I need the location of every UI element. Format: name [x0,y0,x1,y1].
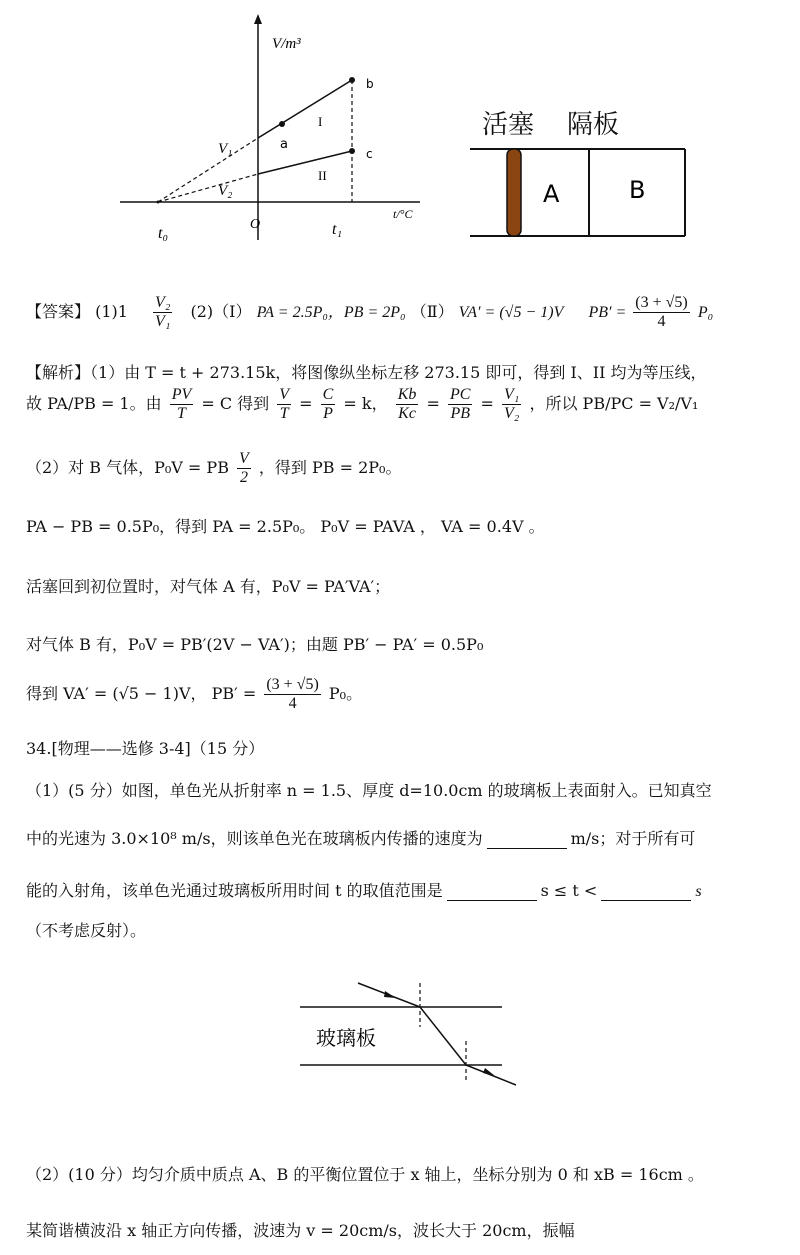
line-I [258,80,352,138]
analysis-tag: 【解析】 [26,363,91,382]
point-a-dot [279,121,285,127]
point-a-label: a [280,137,288,152]
piston-label: 活塞 [482,110,535,140]
region-I-label: I [318,114,323,129]
analysis-line-6: 对气体 B 有，P₀V = PB′(2V − VA′)；由题 PB′ − PA′ = 0.5P₀ [26,635,484,654]
analysis-line-5: 活塞回到初位置时，对气体 A 有，P₀V = PA′VA′； [26,577,391,596]
v-axis-label: V/m³ [272,36,301,52]
analysis-line-1: 【解析】（1）由 T = t + 273.15k，将图像纵坐标左移 273.15 即可，得到 I、II 均为等压线， [26,363,707,382]
answer-fraction: $\frac{\text{V₂}}{\text{V₁}}$ [155,294,171,330]
v2-label: V₂ [218,183,233,199]
answer-pb-lhs: PB′ = [588,304,631,321]
origin-label: O [250,217,261,232]
q34-part1-line-1: （1）(5 分）如图，单色光从折射率 n = 1.5、厚度 d=10.0cm 的玻璃板上表面射入。已知真空 [26,781,712,800]
answer-line [26,294,713,331]
point-b-label: b [366,77,374,91]
piston [507,149,521,236]
q34-part1-line-2: 中的光速为 3.0×10⁸ m/s，则该单色光在玻璃板内传播的速度为 m/s；对于所有可 [26,829,696,848]
answer-pb-tail: P₀ [697,304,714,321]
refracted-ray [420,1007,466,1065]
t1-label: t₁ [332,221,343,238]
v-axis-arrow [254,14,262,24]
answer-blank-speed [487,848,567,849]
q34-part2-line-1: （2）(10 分）均匀介质中质点 A、B 的平衡位置位于 x 轴上，坐标分别为 0 和 xB = 16cm 。 [26,1165,704,1184]
chamber-a-label: A [543,180,560,208]
vt-graph [110,10,430,250]
point-c-dot [349,148,355,154]
chamber-b-label: B [629,176,646,204]
analysis-line-4: PA − PB = 0.5P₀，得到 PA = 2.5P₀。 P₀V = PAVA ， VA = 0.4V 。 [26,517,545,536]
line-II [258,151,352,174]
analysis-line-2: 故 PA/PB = 1。由 $\frac{PV}{T}$ = C 得到 $\frac{V}{T}$ = $\frac{C}{P}$ = k， $\frac{Kb}{Kc}$ = $\frac{PC}{PB}$ = $\frac{\text{V₁}}{\text{V₂}}$ ，所以 PB/PC = V₂/V₁ [26,386,699,422]
answer-blank-tmin [447,900,537,901]
answer-part2b: （Ⅱ） [410,302,454,321]
answer-va: VA′ = (√5 − 1)V [458,304,564,321]
t0-dot [157,201,160,204]
q34-part1-line-4: （不考虑反射）。 [26,921,147,940]
analysis-line-3: （2）对 B 气体，P₀V = PB $\frac{V}{2}$ ，得到 PB = 2P₀。 [26,450,402,486]
line-I-extrapolation [158,138,258,202]
analysis-line-7: 得到 VA′ = (√5 − 1)V， PB′ = $\frac{(3 + √5)}{4}$ P₀。 [26,676,363,712]
region-II-label: II [318,168,327,183]
point-c-label: c [366,147,373,161]
incident-ray-arrow [384,991,396,998]
partition-label: 隔板 [567,110,620,140]
answer-tag: 【答案】 [26,302,91,321]
v1-label: V₁ [218,141,233,157]
cylinder-diagram [465,140,695,245]
q34-part1-line-3: 能的入射角，该单色光通过玻璃板所用时间 t 的取值范围是 s ≤ t < s [26,881,702,900]
glass-plate-diagram [290,975,530,1095]
t-axis-label: t/°C [393,207,413,221]
t0-label: t₀ [158,225,169,242]
q34-part2-line-2: 某简谐横波沿 x 轴正方向传播，波速为 v = 20cm/s，波长大于 20cm，振幅 [26,1221,575,1240]
point-b-dot [349,77,355,83]
glass-label: 玻璃板 [316,1026,376,1050]
answer-pa: PA = 2.5P₀，PB = 2P₀ [256,304,406,321]
answer-blank-tmax [601,900,691,901]
line-II-extrapolation [158,174,258,202]
answer-part1: (1)1 [95,302,128,321]
answer-part2: (2)（Ⅰ） [190,302,252,321]
question-34-title: 34.[物理——选修 3-4]（15 分） [26,739,265,758]
answer-pb-fraction: $\frac{(3 + √5)}{4}$ [635,294,688,330]
